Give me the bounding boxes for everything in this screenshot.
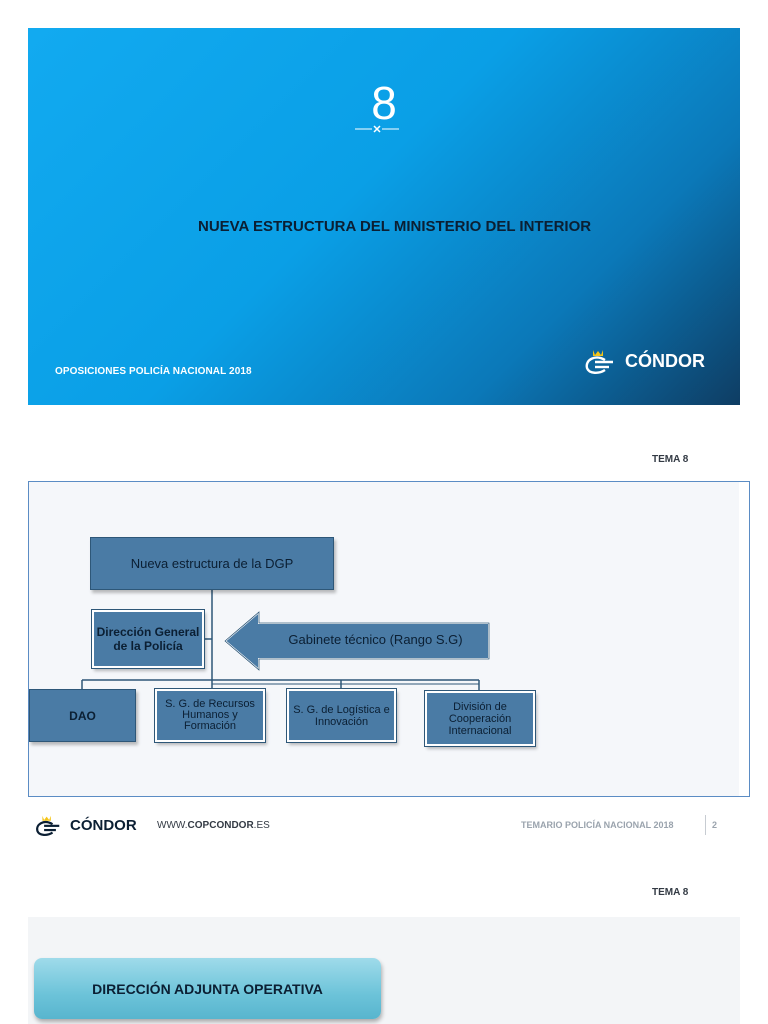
org-dao-box: DAO <box>29 689 136 742</box>
gabinete-label: Gabinete técnico (Rango S.G) <box>288 632 463 647</box>
org-rrhh-box: S. G. de Recursos Humanos y Formación <box>155 689 265 742</box>
condor-logo-icon <box>583 346 621 376</box>
chapter-number: 8 <box>371 77 397 129</box>
site-brand: COPCONDOR <box>187 820 254 831</box>
temario-label: TEMARIO POLICÍA NACIONAL 2018 <box>521 820 674 830</box>
condor-logo <box>34 812 137 838</box>
cover-footer: OPOSICIONES POLICÍA NACIONAL 2018 <box>55 366 252 377</box>
website-link[interactable] <box>157 820 270 831</box>
dao-slide <box>28 917 740 1024</box>
condor-logo-icon <box>34 812 66 838</box>
condor-logo <box>583 346 705 376</box>
page-number: 2 <box>712 820 718 830</box>
site-suffix: .ES <box>253 820 270 831</box>
slide-footer <box>34 812 734 842</box>
logo-text: CÓNDOR <box>70 816 137 834</box>
site-prefix: WWW. <box>157 820 188 831</box>
page-divider <box>705 815 706 835</box>
cover-title: NUEVA ESTRUCTURA DEL MINISTERIO DEL INTERIOR <box>198 218 592 235</box>
separator-icon <box>355 124 399 134</box>
gabinete-arrow <box>223 611 491 671</box>
tema-label: TEMA 8 <box>652 454 689 465</box>
tema-label: TEMA 8 <box>652 887 689 898</box>
org-direccion-box: Dirección General de la Policía <box>92 610 204 668</box>
logo-text: CÓNDOR <box>625 350 705 371</box>
cover-slide <box>28 28 740 405</box>
dao-heading: DIRECCIÓN ADJUNTA OPERATIVA <box>34 958 381 1019</box>
org-root-box: Nueva estructura de la DGP <box>90 537 334 590</box>
org-logistica-box: S. G. de Logística e Innovación <box>287 689 396 742</box>
org-chart-slide <box>28 481 750 797</box>
org-cooperacion-box: División de Cooperación Internacional <box>425 691 535 746</box>
